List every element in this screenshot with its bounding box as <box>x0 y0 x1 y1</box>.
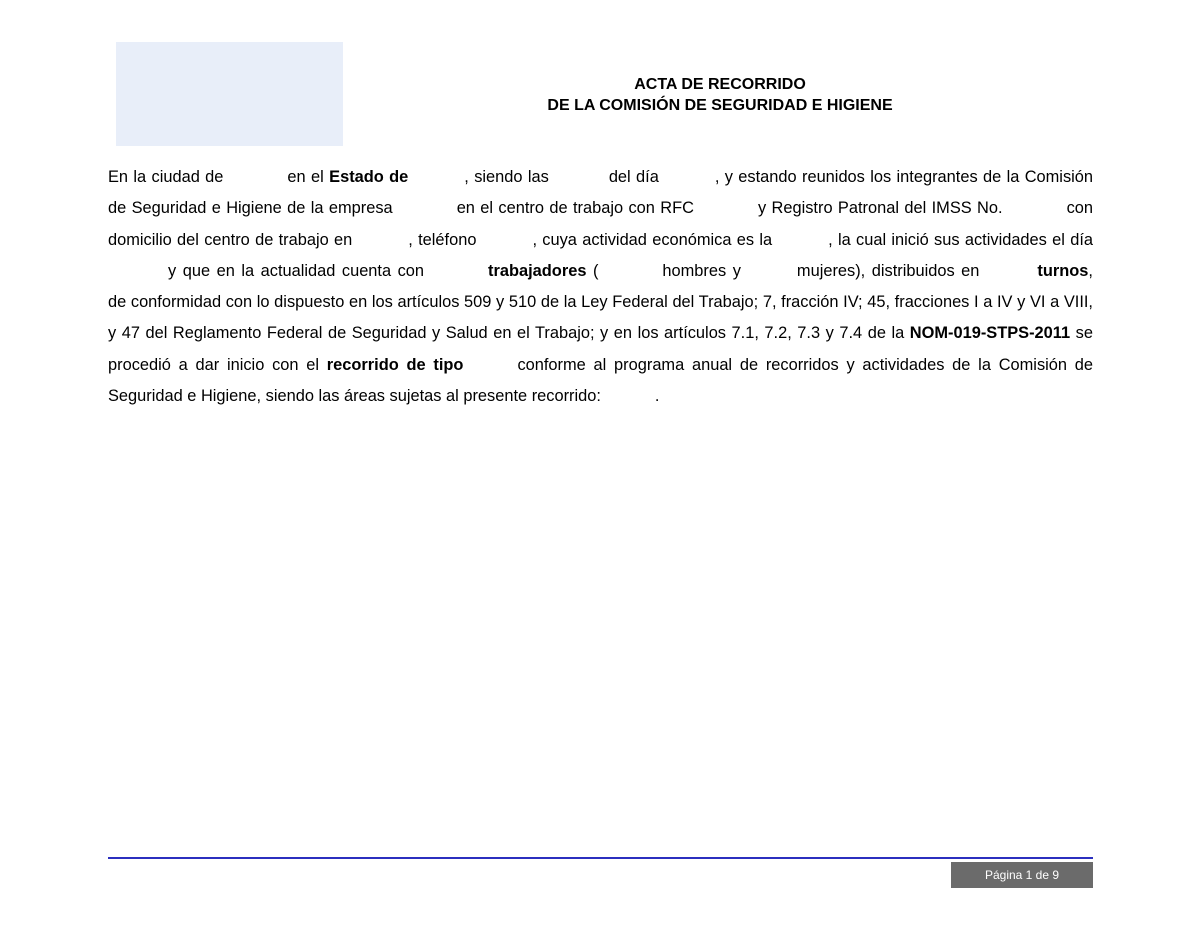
text-segment: . <box>654 387 660 406</box>
text-segment: en el centro de trabajo con RFC <box>456 199 694 218</box>
text-segment: , teléfono <box>408 230 477 249</box>
bold-trabajadores: trabajadores <box>488 261 587 280</box>
text-segment: hombres y <box>662 261 741 280</box>
text-segment: mujeres), distribuidos en <box>796 261 980 280</box>
text-segment: , la cual inició sus actividades el día <box>828 230 1093 249</box>
text-segment: , de conformidad con lo dispuesto en los artículos 509 y 510 de la Ley Federal del Trabajo; 7, fracción IV; 45, fracciones I a IV y VI a VIII, y 47 del Reglamento Federal de Seguridad y Salud en el Trabajo; y en los artículos 7.1, 7.2, 7.3 y 7.4 de la <box>108 261 1093 343</box>
footer-divider <box>108 857 1093 859</box>
text-segment: del día <box>608 168 659 186</box>
document-title <box>480 74 960 116</box>
text-segment: conforme al programa anual de recorridos y actividades de la Comisión de Seguridad e Higiene, siendo las áreas sujetas al presente recorrido: <box>108 355 1094 406</box>
title-line-2: DE LA COMISIÓN DE SEGURIDAD E HIGIENE <box>547 97 893 114</box>
page-number-badge: Página 1 de 9 <box>951 862 1093 888</box>
bold-nom: NOM-019-STPS-2011 <box>909 324 1071 343</box>
text-segment: se procedió a dar inicio con el <box>108 324 1093 374</box>
text-segment: y Registro Patronal del IMSS No. <box>757 199 1003 218</box>
text-segment: ( <box>586 261 599 280</box>
text-segment: , cuya actividad económica es la <box>532 230 773 249</box>
text-segment: y que en la actualidad cuenta con <box>168 261 425 280</box>
bold-estado: Estado de <box>329 168 409 186</box>
text-segment: con domicilio del centro de trabajo en <box>108 199 1094 249</box>
text-segment: , y estando reunidos los integrantes de la Comisión de Seguridad e Higiene de la empresa <box>108 168 1094 218</box>
bold-turnos: turnos <box>1037 261 1089 280</box>
title-line-1: ACTA DE RECORRIDO <box>634 76 806 93</box>
body-paragraph <box>108 162 1093 412</box>
text-segment: , siendo las <box>464 168 549 186</box>
logo-placeholder <box>116 42 343 146</box>
text-segment: En la ciudad de <box>108 168 224 186</box>
text-segment: en el <box>287 168 330 186</box>
bold-recorrido-tipo: recorrido de tipo <box>326 355 464 374</box>
